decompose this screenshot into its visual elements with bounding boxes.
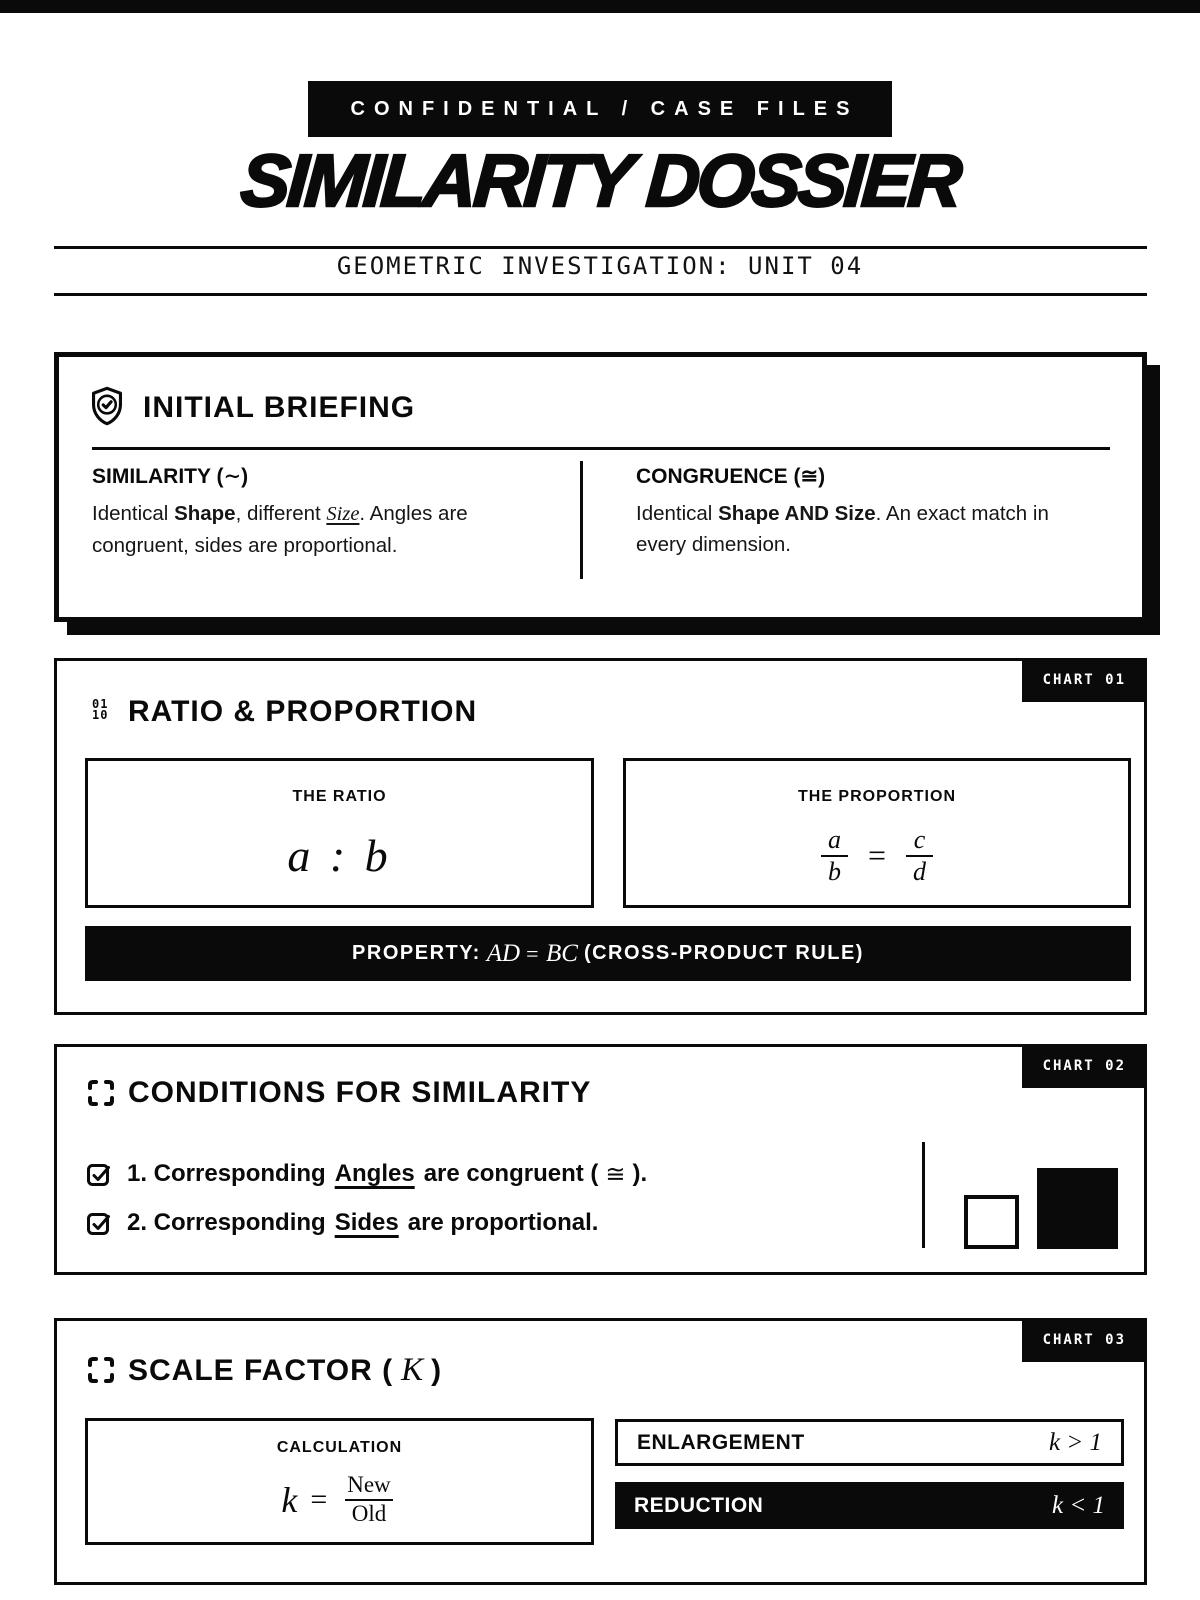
page-subtitle: GEOMETRIC INVESTIGATION: UNIT 04 <box>336 252 864 280</box>
corner-brackets-icon <box>86 1078 116 1108</box>
proportion-label: THE PROPORTION <box>797 788 956 805</box>
ratio-proportion-heading: RATIO & PROPORTION <box>128 695 478 728</box>
corner-brackets-icon <box>86 1355 116 1385</box>
scale-factor-heading: SCALE FACTOR ( K ) <box>128 1352 443 1388</box>
conditions-panel <box>54 1044 1147 1275</box>
scale-factor-formula: k = $\frac{\text{New}}{\text{Old}}$ <box>281 1457 397 1542</box>
congruent-symbol: ≅ <box>605 1160 626 1188</box>
calculation-label: CALCULATION <box>276 1439 403 1456</box>
similarity-term-body: Identical Shape, different Size. Angles are congruent, sides are proportional. <box>92 502 468 557</box>
binary-icon: 01 10 <box>92 697 109 722</box>
briefing-divider-rule <box>92 447 1110 450</box>
reduction-row <box>615 1482 1124 1529</box>
similarity-definition <box>92 463 537 561</box>
checkbox-checked-icon <box>86 1210 112 1236</box>
k-symbol: K <box>401 1352 424 1388</box>
large-filled-square-shape <box>1037 1168 1118 1249</box>
reduction-value: k < 1 <box>1052 1491 1105 1519</box>
enlargement-row <box>615 1419 1124 1466</box>
page-title: SIMILARITY DOSSIER <box>238 139 962 222</box>
keyword-angles: Angles <box>334 1160 415 1187</box>
proportion-box <box>623 758 1131 908</box>
checkbox-checked-icon <box>86 1161 112 1187</box>
condition-item-1: 1. Corresponding Angles are congruent ( ≅ ). <box>86 1160 647 1188</box>
calculation-box <box>85 1418 594 1545</box>
chart-01-tag: CHART 01 <box>1022 658 1147 702</box>
similarity-term-title: SIMILARITY (∼) <box>92 463 249 488</box>
enlargement-label: ENLARGEMENT <box>637 1430 805 1454</box>
enlargement-value: k > 1 <box>1049 1428 1102 1456</box>
ratio-proportion-panel <box>54 658 1147 1015</box>
briefing-column-divider <box>580 461 583 579</box>
conditions-heading: CONDITIONS FOR SIMILARITY <box>128 1076 592 1109</box>
condition-item-2: 2. Corresponding Sides are proportional. <box>86 1209 598 1237</box>
subtitle-rule-top <box>54 246 1147 249</box>
chart-03-tag: CHART 03 <box>1022 1318 1147 1362</box>
top-black-bar <box>0 0 1200 13</box>
reduction-label: REDUCTION <box>634 1493 764 1517</box>
shield-check-icon <box>90 386 124 426</box>
ratio-box <box>85 758 594 908</box>
cross-product-property-bar: PROPERTY: AD = BC (CROSS-PRODUCT RULE) <box>85 926 1131 981</box>
congruent-symbol: ≅ <box>800 463 819 488</box>
congruence-term-body: Identical Shape AND Size. An exact match in every dimension. <box>636 502 1049 556</box>
proportion-formula: $\frac{a}{b}$ = $\frac{c}{d}$ <box>626 806 1128 905</box>
keyword-sides: Sides <box>334 1209 399 1236</box>
confidential-badge: CONFIDENTIAL / CASE FILES <box>308 81 892 137</box>
briefing-heading: INITIAL BRIEFING <box>143 391 416 424</box>
congruence-definition <box>636 463 1081 560</box>
congruence-term-title: CONGRUENCE (≅) <box>636 463 826 488</box>
ratio-label: THE RATIO <box>292 788 387 805</box>
subtitle-rule-bottom <box>54 293 1147 296</box>
decor-divider-line <box>922 1142 925 1248</box>
scale-factor-panel <box>54 1318 1147 1585</box>
ratio-formula: a : b <box>287 830 392 881</box>
tilde-symbol: ∼ <box>223 463 242 488</box>
small-square-shape <box>964 1195 1019 1249</box>
initial-briefing-panel <box>54 352 1147 622</box>
chart-02-tag: CHART 02 <box>1022 1044 1147 1088</box>
